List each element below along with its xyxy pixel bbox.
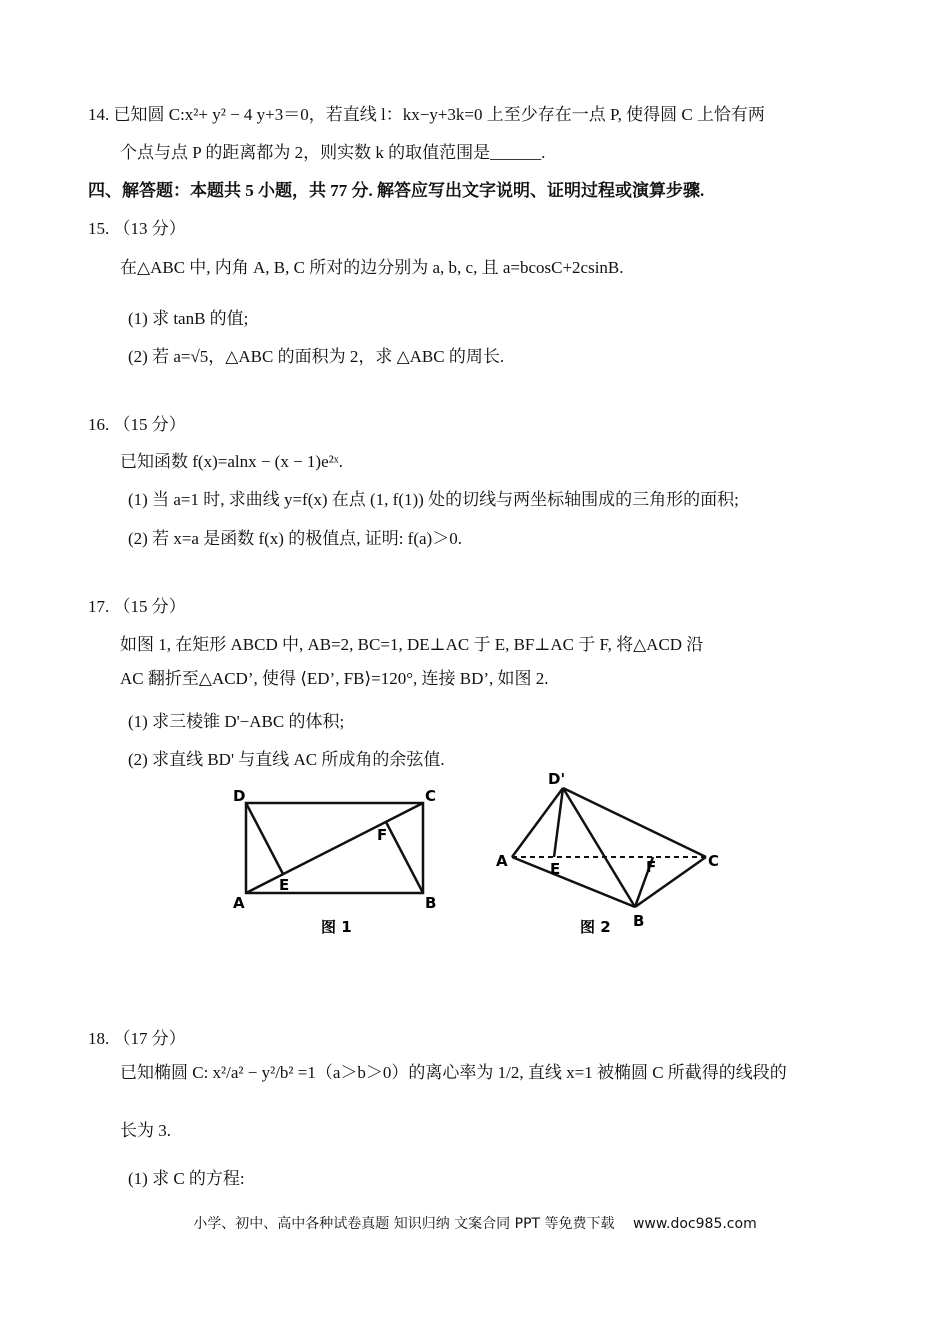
- label-f: F: [377, 826, 388, 844]
- label-d-prime: D': [548, 770, 566, 788]
- label-c: C: [425, 787, 437, 805]
- q14-line2: 个点与点 P 的距离都为 2，则实数 k 的取值范围是______.: [120, 143, 546, 162]
- q17-head: 17. （15 分）: [88, 597, 186, 616]
- q14-line1: 14. 已知圆 C:x²+ y² − 4 y+3＝0，若直线 l：kx−y+3k=0 上至少存在一点 P, 使得圆 C 上恰有两: [88, 105, 765, 124]
- q17-stem1: 如图 1, 在矩形 ABCD 中, AB=2, BC=1, DE⊥AC 于 E, BF⊥AC 于 F, 将△ACD 沿: [120, 635, 704, 654]
- section-heading: 四、解答题：本题共 5 小题，共 77 分. 解答应写出文字说明、证明过程或演算步骤.: [88, 181, 705, 200]
- q15-head: 15. （13 分）: [88, 219, 186, 238]
- edge-ab: [512, 857, 635, 907]
- q18-head: 18. （17 分）: [88, 1029, 186, 1048]
- q15-stem: 在△ABC 中, 内角 A, B, C 所对的边分别为 a, b, c, 且 a=bcosC+2csinB.: [120, 258, 624, 277]
- q17-part1: (1) 求三棱锥 D'−ABC 的体积;: [128, 712, 345, 731]
- caption-fig1: 图 1: [321, 918, 352, 936]
- label-e2: E: [550, 860, 561, 878]
- q15-part1: (1) 求 tanB 的值;: [128, 309, 249, 328]
- label-d: D: [233, 787, 246, 805]
- q17-part2: (2) 求直线 BD' 与直线 AC 所成角的余弦值.: [128, 750, 445, 769]
- q18-stem1: 已知椭圆 C: x²/a² − y²/b² =1（a＞b＞0）的离心率为 1/2, 直线 x=1 被椭圆 C 所截得的线段的: [120, 1063, 787, 1082]
- label-a: A: [233, 894, 245, 912]
- figure-1: [225, 780, 455, 940]
- label-f2: F: [646, 858, 657, 876]
- segment-de: [246, 803, 283, 874]
- caption-fig2: 图 2: [580, 918, 611, 936]
- label-c2: C: [708, 852, 720, 870]
- q16-head: 16. （15 分）: [88, 415, 186, 434]
- figure-2: [490, 762, 730, 940]
- diagonal-ac: [246, 803, 423, 893]
- label-b2: B: [633, 912, 645, 930]
- q16-stem: 已知函数 f(x)=alnx − (x − 1)e²ˣ.: [120, 452, 343, 471]
- q17-stem2: AC 翻折至△ACD’, 使得 ⟨ED’, FB⟩=120°, 连接 BD’, 如图 2.: [120, 669, 549, 688]
- q16-part1: (1) 当 a=1 时, 求曲线 y=f(x) 在点 (1, f(1)) 处的切线与两坐标轴围成的三角形的面积;: [128, 490, 739, 509]
- q18-part1: (1) 求 C 的方程:: [128, 1169, 245, 1188]
- segment-bf: [386, 822, 423, 893]
- label-b: B: [425, 894, 437, 912]
- page-footer: 小学、初中、高中各种试卷真题 知识归纳 文案合同 PPT 等免费下载 www.doc985.com: [193, 1216, 757, 1232]
- label-a2: A: [496, 852, 508, 870]
- q16-part2: (2) 若 x=a 是函数 f(x) 的极值点, 证明: f(a)＞0.: [128, 529, 462, 548]
- label-e: E: [279, 876, 290, 894]
- q15-part2: (2) 若 a=√5，△ABC 的面积为 2，求 △ABC 的周长.: [128, 347, 505, 366]
- q18-stem2: 长为 3.: [120, 1121, 171, 1140]
